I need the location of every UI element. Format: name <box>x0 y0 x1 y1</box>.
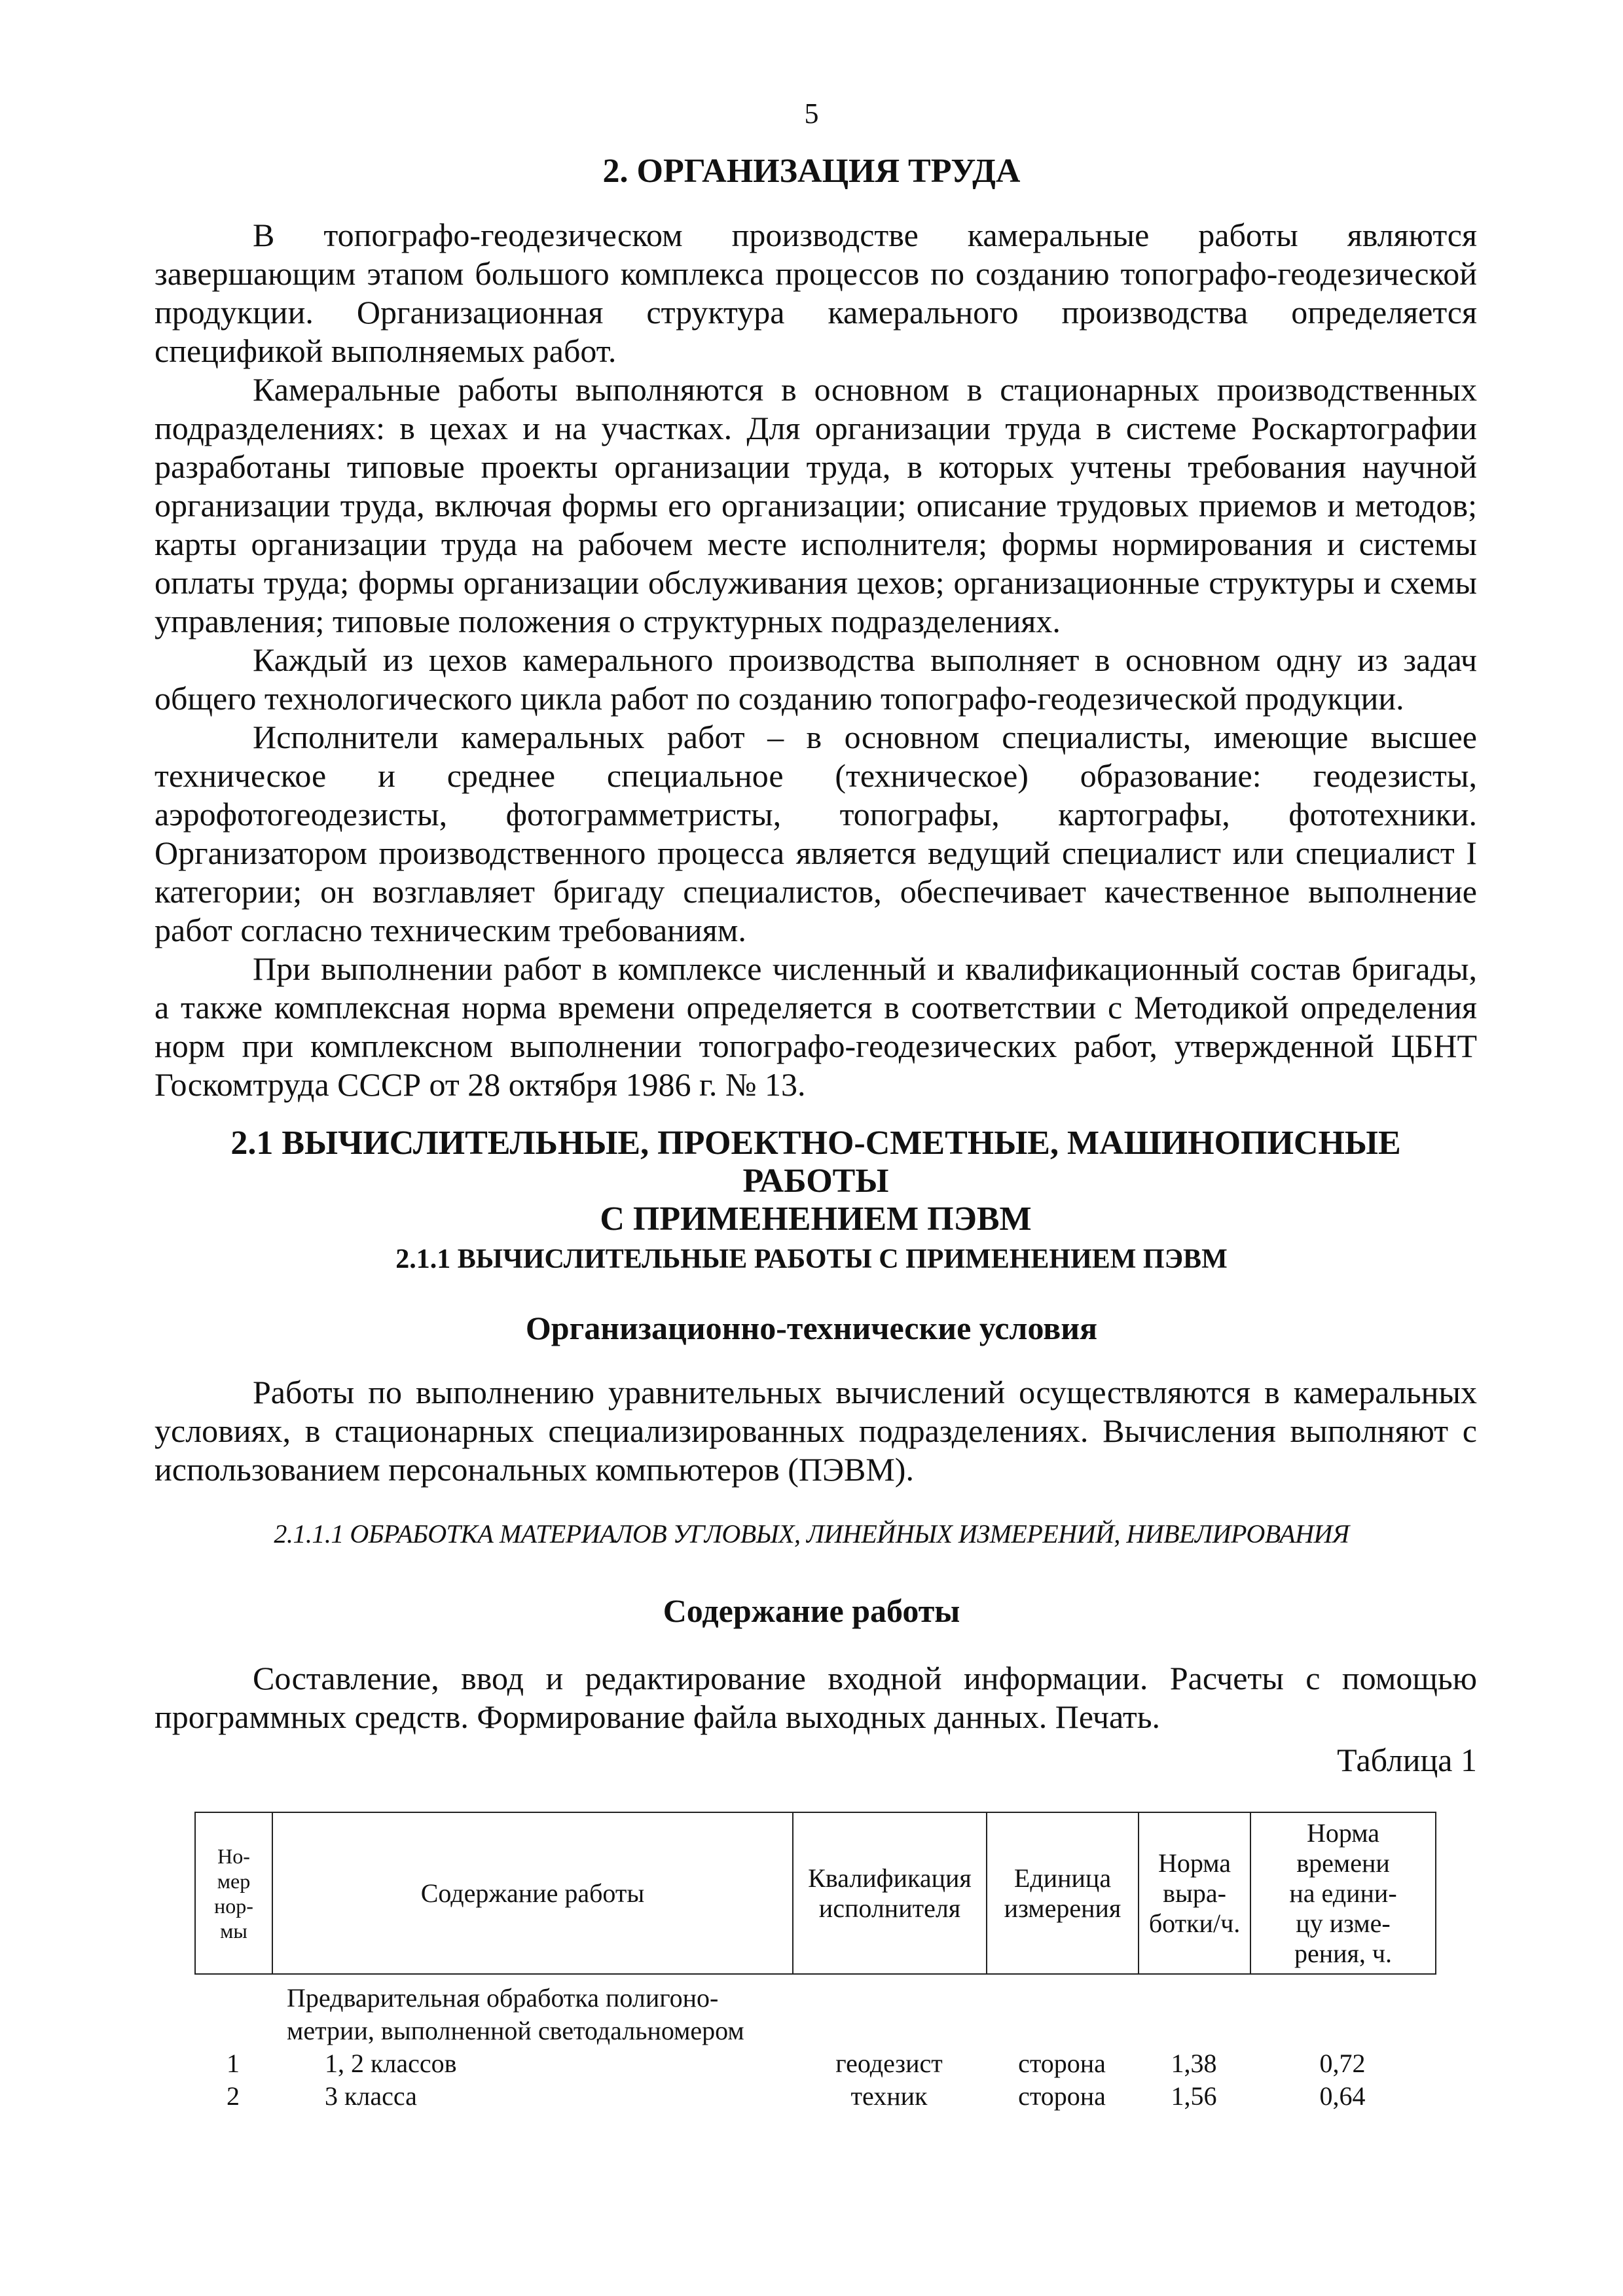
group-title-line: Предварительная обработка полигоно- <box>287 1983 719 2013</box>
group-title-line: метрии, выполненной светодальномером <box>287 2016 744 2045</box>
cell-num: 2 <box>227 2081 240 2111</box>
item-title: 2.1.1.1 ОБРАБОТКА МАТЕРИАЛОВ УГЛОВЫХ, ЛИНЕЙНЫХ ИЗМЕРЕНИЙ, НИВЕЛИРОВАНИЯ <box>274 1519 1349 1549</box>
conditions-text <box>155 1373 1477 1489</box>
cell-time: 0,64 <box>1319 2081 1366 2111</box>
norms-table-header <box>194 1812 1436 1975</box>
cell-unit: сторона <box>1018 2049 1106 2078</box>
paragraph: Исполнители камеральных работ – в основном специалисты, имеющие высшее техническое и среднее специальное (техническое) образование: геодезисты, аэрофотогеодезисты, фотограмметристы, топографы, картографы, фототехники. Организатором производственного процесса является ведущий специалист или специалист I категории; он возглавляет бригаду специалистов, обеспечивает качественное выполнение работ согласно техническим требованиям. <box>155 719 1477 948</box>
subsection-title-line: С ПРИМЕНЕНИЕМ ПЭВМ <box>600 1200 1032 1238</box>
cell-content: 3 класса <box>325 2081 417 2111</box>
cell-num: 1 <box>227 2049 240 2078</box>
paragraph: Каждый из цехов камерального производства выполняет в основном одну из задач общего технологического цикла работ по созданию топографо-геодезической продукции. <box>155 641 1477 717</box>
subsection-title-line: 2.1 ВЫЧИСЛИТЕЛЬНЫЕ, ПРОЕКТНО-СМЕТНЫЕ, МАШИНОПИСНЫЕ РАБОТЫ <box>230 1124 1401 1200</box>
subsection-title <box>155 1124 1477 1238</box>
header-output-rate: Норма выра- ботки/ч. <box>1139 1812 1250 1974</box>
header-norm-number: Но- мер нор- мы <box>195 1812 272 1974</box>
cell-time: 0,72 <box>1319 2049 1366 2078</box>
cell-rate: 1,38 <box>1171 2049 1217 2078</box>
cell-unit: сторона <box>1018 2081 1106 2111</box>
cell-qualification: техник <box>850 2081 928 2111</box>
paragraph: В топографо-геодезическом производстве камеральные работы являются завершающим этапом большого комплекса процессов по созданию топографо-геодезической продукции. Организационная структура камерального производства определяется спецификой выполняемых работ. <box>155 217 1477 369</box>
cell-qualification: геодезист <box>835 2049 943 2078</box>
paragraph: Составление, ввод и редактирование входной информации. Расчеты с помощью программных средств. Формирование файла выходных данных. Печать. <box>155 1660 1477 1735</box>
section-title: 2. ОРГАНИЗАЦИЯ ТРУДА <box>602 152 1021 190</box>
page-number: 5 <box>804 98 819 130</box>
intro-text <box>155 216 1477 1104</box>
cell-rate: 1,56 <box>1171 2081 1217 2111</box>
cell-content: 1, 2 классов <box>325 2049 457 2078</box>
paragraph: При выполнении работ в комплексе численный и квалификационный состав бригады, а также комплексная норма времени определяется в соответствии с Методикой определения норм при комплексном выполнении топографо-геодезических работ, утвержденной ЦБНТ Госкомтруда СССР от 28 октября 1986 г. № 13. <box>155 950 1477 1103</box>
header-work-content: Содержание работы <box>272 1812 793 1974</box>
content-heading: Содержание работы <box>663 1592 960 1629</box>
paragraph: Камеральные работы выполняются в основном в стационарных производственных подразделениях: в цехах и на участках. Для организации труда в системе Роскартографии разработаны типовые проекты организации труда, в которых учтены требования научной организации труда, включая формы его организации; описание трудовых приемов и методов; карты организации труда на рабочем месте исполнителя; формы нормирования и системы оплаты труда; формы организации обслуживания цехов; организационные структуры и схемы управления; типовые положения о структурных подразделениях. <box>155 371 1477 639</box>
conditions-heading: Организационно-технические условия <box>525 1310 1098 1346</box>
header-unit: Единица измерения <box>987 1812 1139 1974</box>
subsubsection-title: 2.1.1 ВЫЧИСЛИТЕЛЬНЫЕ РАБОТЫ С ПРИМЕНЕНИЕМ ПЭВМ <box>395 1244 1228 1274</box>
content-text <box>155 1659 1477 1736</box>
header-qualification: Квалификация исполнителя <box>793 1812 987 1974</box>
header-time-norm: Норма времени на едини- цу изме- рения, ч. <box>1250 1812 1436 1974</box>
paragraph: Работы по выполнению уравнительных вычислений осуществляются в камеральных условиях, в стационарных специализированных подразделениях. Вычисления выполняют с использованием персональных компьютеров (ПЭВМ). <box>155 1374 1477 1488</box>
table-caption: Таблица 1 <box>1337 1742 1477 1778</box>
